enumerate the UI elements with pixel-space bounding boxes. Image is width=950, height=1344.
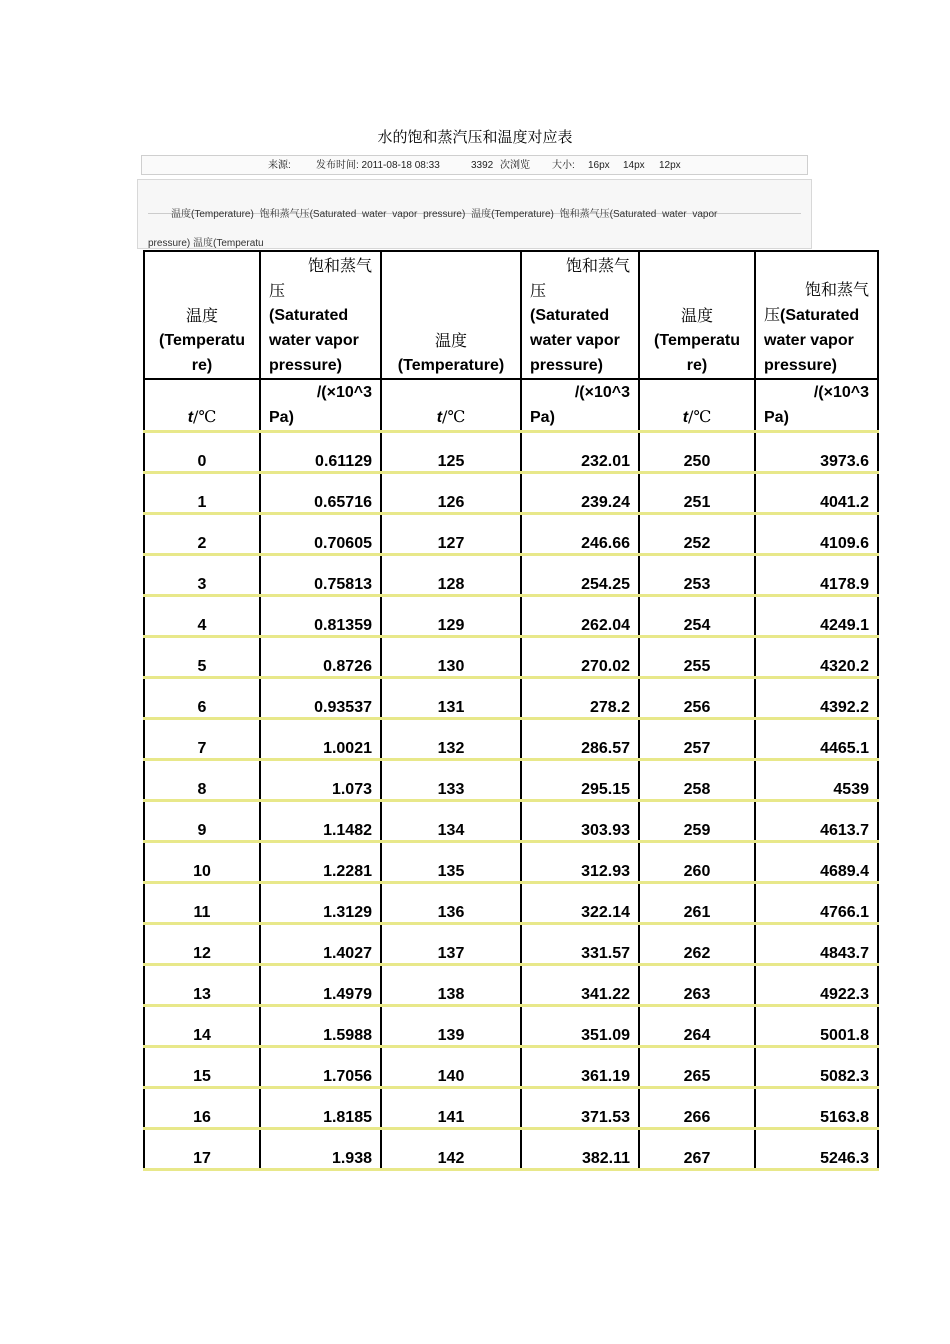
pressure-cell: 361.19 [521, 1047, 639, 1088]
table-row [144, 596, 878, 637]
pressure-cell: 1.5988 [260, 1006, 381, 1047]
pressure-cell: 303.93 [521, 801, 639, 842]
pressure-cell: 1.7056 [260, 1047, 381, 1088]
temperature-cell: 258 [639, 760, 755, 801]
header-temperature-3: 温度 (Temperatu re) [639, 251, 755, 379]
pressure-cell: 4689.4 [755, 842, 878, 883]
temperature-cell: 11 [144, 883, 260, 924]
temperature-cell: 127 [381, 514, 521, 555]
pressure-cell: 1.073 [260, 760, 381, 801]
pressure-cell: 3973.6 [755, 432, 878, 473]
table-row [144, 678, 878, 719]
font-size-label: 大小: [552, 160, 575, 171]
pressure-cell: 1.4979 [260, 965, 381, 1006]
pressure-cell: 1.0021 [260, 719, 381, 760]
pressure-cell: 278.2 [521, 678, 639, 719]
temperature-cell: 14 [144, 1006, 260, 1047]
temperature-cell: 15 [144, 1047, 260, 1088]
table-row [144, 924, 878, 965]
pressure-cell: 351.09 [521, 1006, 639, 1047]
pressure-cell: 1.8185 [260, 1088, 381, 1129]
temperature-cell: 263 [639, 965, 755, 1006]
pressure-cell: 1.3129 [260, 883, 381, 924]
table-row [144, 760, 878, 801]
temperature-cell: 2 [144, 514, 260, 555]
temperature-cell: 256 [639, 678, 755, 719]
unit-pressure-2: /(×10^3 Pa) [521, 379, 639, 432]
temperature-cell: 257 [639, 719, 755, 760]
header-pressure-3: 饱和蒸气 压(Saturated water vapor pressure) [755, 251, 878, 379]
temperature-cell: 13 [144, 965, 260, 1006]
pressure-cell: 246.66 [521, 514, 639, 555]
snippet-line-2: pressure) 温度(Temperatu [148, 238, 264, 249]
pressure-cell: 5082.3 [755, 1047, 878, 1088]
pressure-cell: 0.93537 [260, 678, 381, 719]
temperature-cell: 139 [381, 1006, 521, 1047]
pressure-cell: 371.53 [521, 1088, 639, 1129]
pressure-cell: 4922.3 [755, 965, 878, 1006]
temperature-cell: 137 [381, 924, 521, 965]
temperature-cell: 136 [381, 883, 521, 924]
temperature-cell: 260 [639, 842, 755, 883]
temperature-cell: 265 [639, 1047, 755, 1088]
pressure-cell: 4843.7 [755, 924, 878, 965]
temperature-cell: 130 [381, 637, 521, 678]
table-row [144, 1006, 878, 1047]
temperature-cell: 6 [144, 678, 260, 719]
table-row [144, 883, 878, 924]
view-count-label: 次浏览 [500, 160, 530, 171]
header-pressure-2: 饱和蒸气 压 (Saturated water vapor pressure) [521, 251, 639, 379]
table-row [144, 1129, 878, 1170]
pressure-cell: 0.81359 [260, 596, 381, 637]
table-row [144, 1088, 878, 1129]
pressure-cell: 4178.9 [755, 555, 878, 596]
unit-pressure-1: /(×10^3 Pa) [260, 379, 381, 432]
pressure-cell: 312.93 [521, 842, 639, 883]
temperature-cell: 135 [381, 842, 521, 883]
unit-temperature-3: t/℃ [639, 379, 755, 432]
source-label: 来源: [268, 160, 291, 171]
temperature-cell: 12 [144, 924, 260, 965]
pressure-cell: 0.75813 [260, 555, 381, 596]
temperature-cell: 9 [144, 801, 260, 842]
unit-temperature-1: t/℃ [144, 379, 260, 432]
temperature-cell: 1 [144, 473, 260, 514]
temperature-cell: 17 [144, 1129, 260, 1170]
header-temperature-1: 温度 (Temperatu re) [144, 251, 260, 379]
pressure-cell: 4465.1 [755, 719, 878, 760]
temperature-cell: 142 [381, 1129, 521, 1170]
temperature-cell: 261 [639, 883, 755, 924]
table-unit-row [144, 379, 878, 432]
pressure-cell: 254.25 [521, 555, 639, 596]
pressure-cell: 4392.2 [755, 678, 878, 719]
temperature-cell: 138 [381, 965, 521, 1006]
pressure-cell: 0.8726 [260, 637, 381, 678]
pressure-cell: 341.22 [521, 965, 639, 1006]
table-row [144, 432, 878, 473]
text-snippet-box [137, 179, 812, 249]
table-row [144, 801, 878, 842]
temperature-cell: 252 [639, 514, 755, 555]
temperature-cell: 132 [381, 719, 521, 760]
pressure-cell: 382.11 [521, 1129, 639, 1170]
temperature-cell: 4 [144, 596, 260, 637]
temperature-cell: 0 [144, 432, 260, 473]
pressure-cell: 295.15 [521, 760, 639, 801]
pressure-cell: 286.57 [521, 719, 639, 760]
header-pressure-1: 饱和蒸气 压 (Saturated water vapor pressure) [260, 251, 381, 379]
pressure-cell: 322.14 [521, 883, 639, 924]
temperature-cell: 126 [381, 473, 521, 514]
pressure-cell: 239.24 [521, 473, 639, 514]
temperature-cell: 141 [381, 1088, 521, 1129]
temperature-cell: 128 [381, 555, 521, 596]
pressure-cell: 4320.2 [755, 637, 878, 678]
temperature-cell: 266 [639, 1088, 755, 1129]
table-row [144, 1047, 878, 1088]
unit-pressure-3: /(×10^3 Pa) [755, 379, 878, 432]
pressure-cell: 4539 [755, 760, 878, 801]
pressure-cell: 5163.8 [755, 1088, 878, 1129]
temperature-cell: 250 [639, 432, 755, 473]
temperature-cell: 253 [639, 555, 755, 596]
table-row [144, 555, 878, 596]
pressure-cell: 0.61129 [260, 432, 381, 473]
header-temperature-2: 温度 (Temperature) [381, 251, 521, 379]
table-row [144, 637, 878, 678]
pressure-cell: 5246.3 [755, 1129, 878, 1170]
font-size-12-link[interactable]: 12px [659, 160, 681, 171]
pressure-cell: 1.2281 [260, 842, 381, 883]
temperature-cell: 129 [381, 596, 521, 637]
pressure-cell: 270.02 [521, 637, 639, 678]
temperature-cell: 7 [144, 719, 260, 760]
temperature-cell: 259 [639, 801, 755, 842]
font-size-14-link[interactable]: 14px [623, 160, 645, 171]
table-row [144, 965, 878, 1006]
table-row [144, 514, 878, 555]
pressure-cell: 4249.1 [755, 596, 878, 637]
table-row [144, 473, 878, 514]
pressure-cell: 4613.7 [755, 801, 878, 842]
pressure-cell: 5001.8 [755, 1006, 878, 1047]
pressure-cell: 262.04 [521, 596, 639, 637]
pressure-cell: 0.65716 [260, 473, 381, 514]
article-meta-bar [141, 155, 808, 175]
temperature-cell: 5 [144, 637, 260, 678]
pressure-cell: 0.70605 [260, 514, 381, 555]
temperature-cell: 125 [381, 432, 521, 473]
pressure-cell: 4041.2 [755, 473, 878, 514]
pressure-cell: 4766.1 [755, 883, 878, 924]
temperature-cell: 10 [144, 842, 260, 883]
temperature-cell: 3 [144, 555, 260, 596]
pressure-cell: 1.4027 [260, 924, 381, 965]
temperature-cell: 264 [639, 1006, 755, 1047]
font-size-16-link[interactable]: 16px [588, 160, 610, 171]
temperature-cell: 131 [381, 678, 521, 719]
temperature-cell: 267 [639, 1129, 755, 1170]
temperature-cell: 8 [144, 760, 260, 801]
table-row [144, 842, 878, 883]
temperature-cell: 133 [381, 760, 521, 801]
table-row [144, 719, 878, 760]
pressure-cell: 1.938 [260, 1129, 381, 1170]
temperature-cell: 134 [381, 801, 521, 842]
pressure-cell: 232.01 [521, 432, 639, 473]
temperature-cell: 254 [639, 596, 755, 637]
temperature-cell: 251 [639, 473, 755, 514]
temperature-cell: 262 [639, 924, 755, 965]
pressure-cell: 1.1482 [260, 801, 381, 842]
view-count: 3392 [471, 160, 494, 171]
temperature-cell: 140 [381, 1047, 521, 1088]
vapor-pressure-table [143, 250, 879, 1171]
pressure-cell: 331.57 [521, 924, 639, 965]
published-time: 发布时间: 2011-08-18 08:33 [316, 160, 440, 171]
unit-temperature-2: t/℃ [381, 379, 521, 432]
page-title: 水的饱和蒸汽压和温度对应表 [377, 128, 573, 146]
temperature-cell: 255 [639, 637, 755, 678]
temperature-cell: 16 [144, 1088, 260, 1129]
snippet-line-1: 温度(Temperature) 饱和蒸气压(Saturated water vapor pressure) 温度(Temperature) 饱和蒸气压(Saturated water vapor [171, 209, 718, 220]
table-header-row [144, 251, 878, 379]
pressure-cell: 4109.6 [755, 514, 878, 555]
